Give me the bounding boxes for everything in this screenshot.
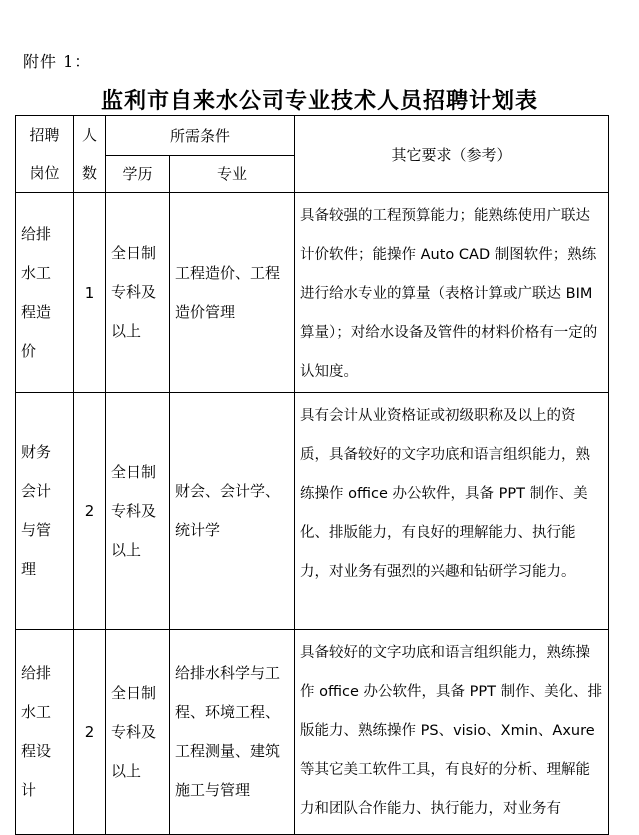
count-cell: 2 bbox=[74, 630, 106, 835]
header-major: 专业 bbox=[170, 155, 295, 193]
header-other-requirements: 其它要求（参考） bbox=[295, 116, 609, 193]
table-row bbox=[16, 393, 609, 630]
recruitment-plan-table bbox=[15, 115, 609, 835]
major-cell: 财会、会计学、 统计学 bbox=[170, 393, 295, 630]
attachment-label: 附件 1： bbox=[23, 52, 92, 71]
major-cell: 给排水科学与工 程、环境工程、 工程测量、建筑 施工与管理 bbox=[170, 630, 295, 835]
position-cell: 给排 水工 程设 计 bbox=[16, 630, 74, 835]
page-title: 监利市自来水公司专业技术人员招聘计划表 bbox=[100, 89, 538, 114]
other-requirements-cell: 具备较好的文字功底和语言组织能力，熟练操作 office 办公软件，具备 PPT 制作、美化、排版能力、熟练操作 PS、visio、Xmin、Axure 等其它美工软件工具，有良好的分析、理解能力和团队合作能力、执行能力，对业务有 bbox=[295, 630, 609, 835]
major-cell: 工程造价、工程 造价管理 bbox=[170, 193, 295, 393]
education-cell: 全日制 专科及 以上 bbox=[106, 630, 170, 835]
education-cell: 全日制 专科及 以上 bbox=[106, 193, 170, 393]
other-requirements-cell: 具备较强的工程预算能力；能熟练使用广联达计价软件；能操作 Auto CAD 制图软件；熟练进行给水专业的算量（表格计算或广联达 BIM 算量）；对给水设备及管件的材料价格有一定的认知度。 bbox=[295, 193, 609, 393]
header-position: 招聘 岗位 bbox=[16, 116, 74, 193]
count-cell: 2 bbox=[74, 393, 106, 630]
position-cell: 财务 会计 与管 理 bbox=[16, 393, 74, 630]
education-cell: 全日制 专科及 以上 bbox=[106, 393, 170, 630]
position-cell: 给排 水工 程造 价 bbox=[16, 193, 74, 393]
other-requirements-cell: 具有会计从业资格证或初级职称及以上的资质，具备较好的文字功底和语言组织能力，熟练操作 office 办公软件，具备 PPT 制作、美化、排版能力，有良好的理解能力、执行能力，对业务有强烈的兴趣和钻研学习能力。 bbox=[295, 393, 609, 630]
header-education: 学历 bbox=[106, 155, 170, 193]
table-row bbox=[16, 193, 609, 393]
table-header-row bbox=[16, 116, 609, 156]
header-conditions: 所需条件 bbox=[106, 116, 295, 156]
table-row bbox=[16, 630, 609, 835]
header-count: 人 数 bbox=[74, 116, 106, 193]
count-cell: 1 bbox=[74, 193, 106, 393]
